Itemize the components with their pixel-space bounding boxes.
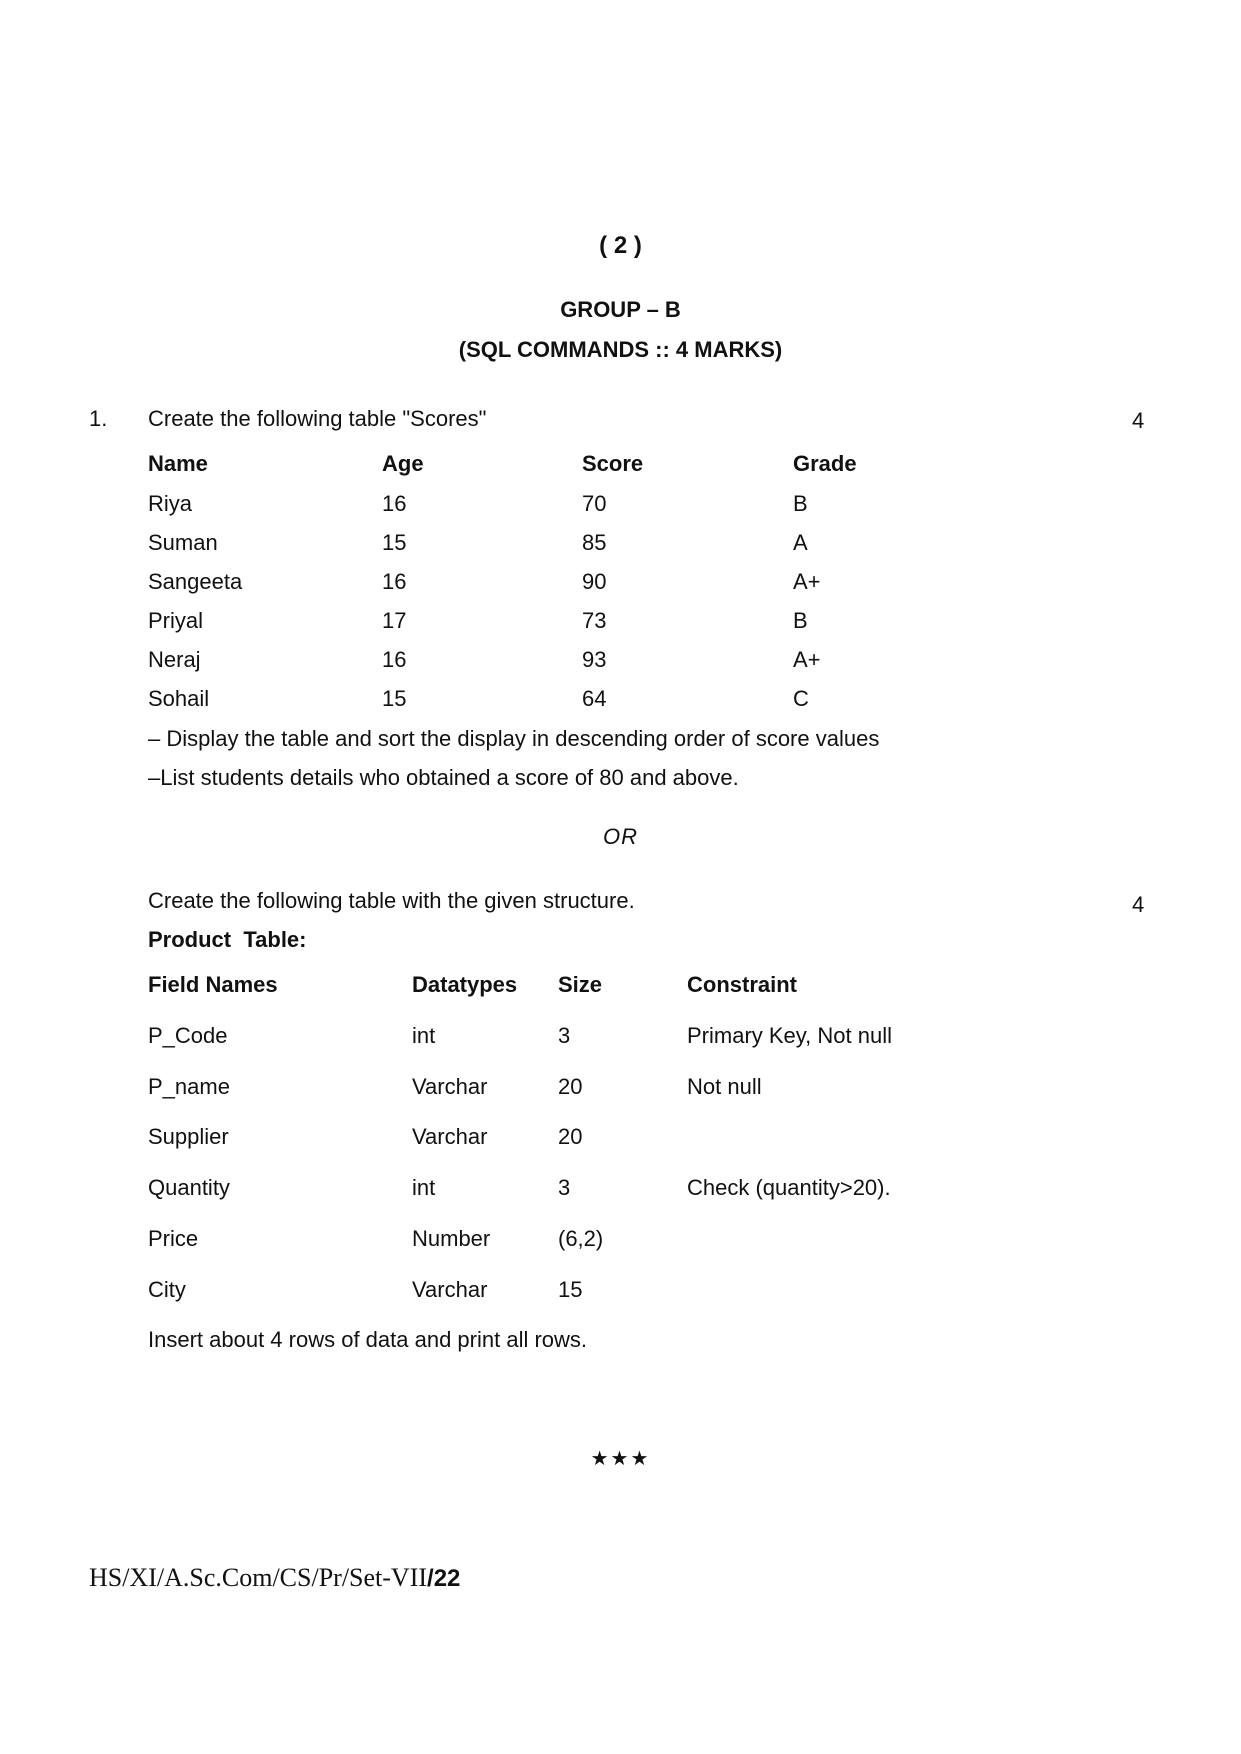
task-filter: –List students details who obtained a score of 80 and above. bbox=[148, 765, 739, 790]
scores-cell: Riya bbox=[148, 491, 193, 516]
product-cell: Check (quantity>20). bbox=[687, 1175, 891, 1200]
product-cell: Primary Key, Not null bbox=[687, 1023, 892, 1048]
paper-year: /22 bbox=[427, 1565, 461, 1592]
scores-cell: Priyal bbox=[148, 608, 204, 633]
alt-question-marks: 4 bbox=[1132, 892, 1145, 917]
scores-cell: B bbox=[793, 491, 808, 516]
product-cell: int bbox=[412, 1175, 436, 1200]
task-sort: – Display the table and sort the display in descending order of score values bbox=[148, 726, 880, 751]
scores-header-name: Name bbox=[148, 451, 208, 476]
scores-cell: 16 bbox=[382, 647, 407, 672]
scores-header-grade: Grade bbox=[793, 451, 857, 476]
scores-cell: 64 bbox=[582, 686, 607, 711]
scores-cell: Suman bbox=[148, 530, 218, 555]
page-number: ( 2 ) bbox=[599, 232, 642, 259]
product-cell: 3 bbox=[558, 1023, 571, 1048]
product-header-size: Size bbox=[558, 972, 603, 997]
scores-cell: 17 bbox=[382, 608, 407, 633]
product-cell: Number bbox=[412, 1226, 491, 1251]
group-subtitle: (SQL COMMANDS :: 4 MARKS) bbox=[458, 337, 783, 362]
product-cell: Price bbox=[148, 1226, 199, 1251]
or-separator: OR bbox=[603, 824, 638, 849]
question-number: 1. bbox=[89, 406, 108, 431]
product-cell: int bbox=[412, 1023, 436, 1048]
scores-cell: Sangeeta bbox=[148, 569, 243, 594]
scores-header-age: Age bbox=[382, 451, 424, 476]
product-cell: 3 bbox=[558, 1175, 571, 1200]
scores-cell: A bbox=[793, 530, 808, 555]
alt-instruction: Insert about 4 rows of data and print all rows. bbox=[148, 1327, 588, 1352]
product-cell: 20 bbox=[558, 1124, 583, 1149]
scores-cell: A+ bbox=[793, 647, 821, 672]
scores-cell: 70 bbox=[582, 491, 607, 516]
product-cell: P_Code bbox=[148, 1023, 228, 1048]
question-marks: 4 bbox=[1132, 408, 1145, 433]
product-cell: Not null bbox=[687, 1074, 762, 1099]
scores-cell: 90 bbox=[582, 569, 607, 594]
product-cell: Quantity bbox=[148, 1175, 230, 1200]
group-title: GROUP – B bbox=[560, 297, 681, 322]
scores-cell: 73 bbox=[582, 608, 607, 633]
scores-cell: Sohail bbox=[148, 686, 210, 711]
scores-cell: Neraj bbox=[148, 647, 201, 672]
product-cell: 20 bbox=[558, 1074, 583, 1099]
product-cell: Varchar bbox=[412, 1124, 488, 1149]
product-cell: 15 bbox=[558, 1277, 583, 1302]
paper-code-text: HS/XI/A.Sc.Com/CS/Pr/Set-VII bbox=[89, 1563, 428, 1592]
alt-question-text: Create the following table with the given structure. bbox=[148, 888, 635, 913]
scores-cell: 16 bbox=[382, 569, 407, 594]
product-cell: Varchar bbox=[412, 1277, 488, 1302]
product-header-constraint: Constraint bbox=[687, 972, 797, 997]
product-table-title: Product Table: bbox=[148, 927, 307, 952]
paper-code bbox=[89, 1563, 460, 1593]
product-cell: Varchar bbox=[412, 1074, 488, 1099]
scores-cell: 93 bbox=[582, 647, 607, 672]
scores-cell: 15 bbox=[382, 686, 407, 711]
scores-cell: B bbox=[793, 608, 808, 633]
product-cell: P_name bbox=[148, 1074, 230, 1099]
scores-cell: 15 bbox=[382, 530, 407, 555]
product-cell: City bbox=[148, 1277, 186, 1302]
scores-cell: 16 bbox=[382, 491, 407, 516]
product-header-datatype: Datatypes bbox=[412, 972, 518, 997]
product-cell: Supplier bbox=[148, 1124, 229, 1149]
product-cell: (6,2) bbox=[558, 1226, 604, 1251]
question-text: Create the following table "Scores" bbox=[148, 406, 487, 431]
scores-cell: C bbox=[793, 686, 809, 711]
end-stars: ★★★ bbox=[590, 1448, 651, 1470]
scores-cell: A+ bbox=[793, 569, 821, 594]
product-header-field: Field Names bbox=[148, 972, 278, 997]
scores-header-score: Score bbox=[582, 451, 644, 476]
scores-cell: 85 bbox=[582, 530, 607, 555]
